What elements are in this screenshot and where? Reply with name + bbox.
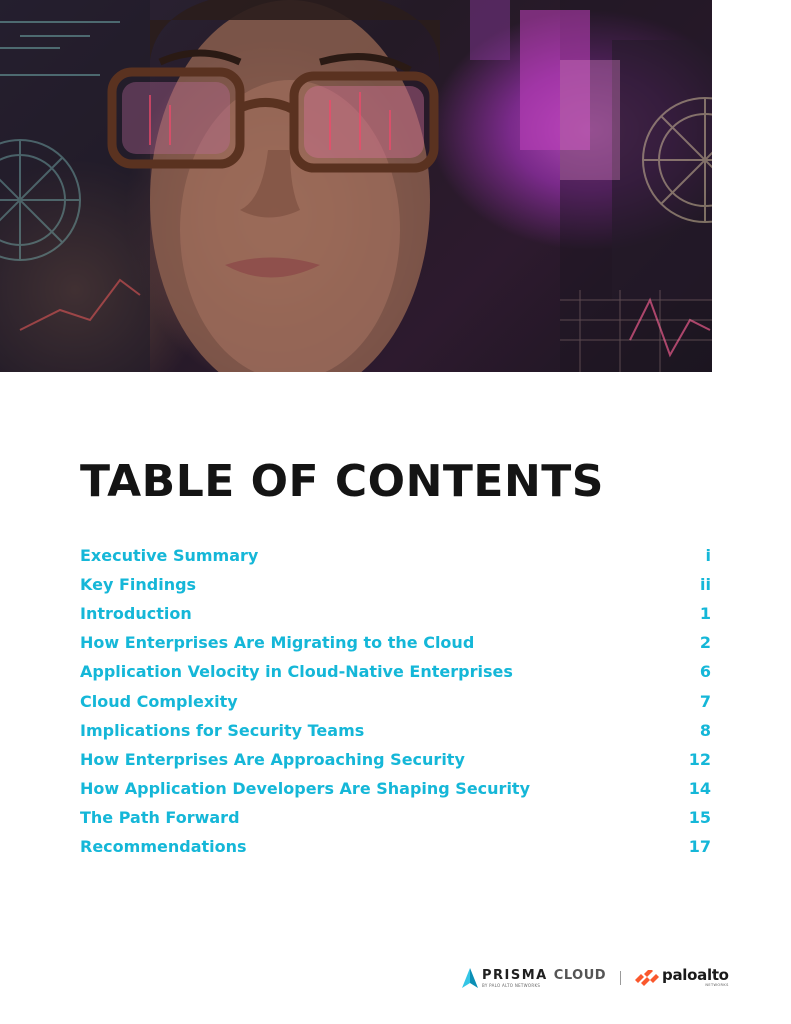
toc-entry-label: How Application Developers Are Shaping Security xyxy=(80,778,530,798)
palo-alto-icon xyxy=(635,970,659,986)
toc-entry-migrating-to-cloud[interactable] xyxy=(80,628,711,657)
toc-entry-approaching-security[interactable] xyxy=(80,745,711,774)
palo-alto-subtitle: NETWORKS xyxy=(705,983,729,988)
toc-entry-page: 12 xyxy=(688,749,711,769)
logo-divider xyxy=(620,971,621,985)
toc-entry-implications-security[interactable] xyxy=(80,716,711,745)
toc-entry-page: i xyxy=(705,546,711,566)
footer-logos xyxy=(462,965,729,991)
toc-entry-label: How Enterprises Are Approaching Security xyxy=(80,749,465,769)
hero-image xyxy=(0,0,712,372)
toc-entry-path-forward[interactable] xyxy=(80,803,711,832)
prisma-subtitle: BY PALO ALTO NETWORKS xyxy=(482,982,541,988)
toc-entry-application-velocity[interactable] xyxy=(80,657,711,686)
toc-entry-key-findings[interactable] xyxy=(80,570,711,599)
toc-entry-developers-shaping-security[interactable] xyxy=(80,774,711,803)
toc-entry-label: How Enterprises Are Migrating to the Cloud xyxy=(80,633,475,653)
toc-entry-page: ii xyxy=(700,575,711,595)
toc-entry-executive-summary[interactable] xyxy=(80,541,711,570)
prisma-wordmark: PRISMA xyxy=(482,967,548,983)
toc-entry-page: 8 xyxy=(699,720,711,740)
hero-illustration xyxy=(0,0,712,372)
toc-entry-label: Executive Summary xyxy=(80,546,259,566)
page-title: TABLE OF CONTENTS xyxy=(80,456,604,507)
toc-entry-label: Recommendations xyxy=(80,836,247,856)
toc-entry-label: Key Findings xyxy=(80,575,197,595)
toc-entry-page: 6 xyxy=(699,662,711,682)
toc-entry-page: 7 xyxy=(699,691,711,711)
toc-entry-page: 2 xyxy=(699,633,711,653)
toc-entry-label: Application Velocity in Cloud-Native Enterprises xyxy=(80,662,513,682)
toc-entry-page: 1 xyxy=(699,604,711,624)
toc-entry-recommendations[interactable] xyxy=(80,832,711,861)
prisma-cloud-logo xyxy=(462,968,606,988)
palo-alto-logo xyxy=(635,968,729,988)
toc-entry-label: The Path Forward xyxy=(80,807,240,827)
toc-entry-page: 15 xyxy=(688,807,711,827)
toc-entry-label: Introduction xyxy=(80,604,192,624)
toc-entry-label: Implications for Security Teams xyxy=(80,720,365,740)
toc-entry-introduction[interactable] xyxy=(80,599,711,628)
toc-entry-label: Cloud Complexity xyxy=(80,691,238,711)
toc-entry-cloud-complexity[interactable] xyxy=(80,686,711,715)
toc-list xyxy=(80,541,711,861)
cloud-wordmark: CLOUD xyxy=(553,967,607,983)
prisma-icon xyxy=(462,968,478,988)
toc-entry-page: 17 xyxy=(688,836,711,856)
toc-entry-page: 14 xyxy=(688,778,711,798)
palo-alto-wordmark: paloalto xyxy=(662,966,729,985)
